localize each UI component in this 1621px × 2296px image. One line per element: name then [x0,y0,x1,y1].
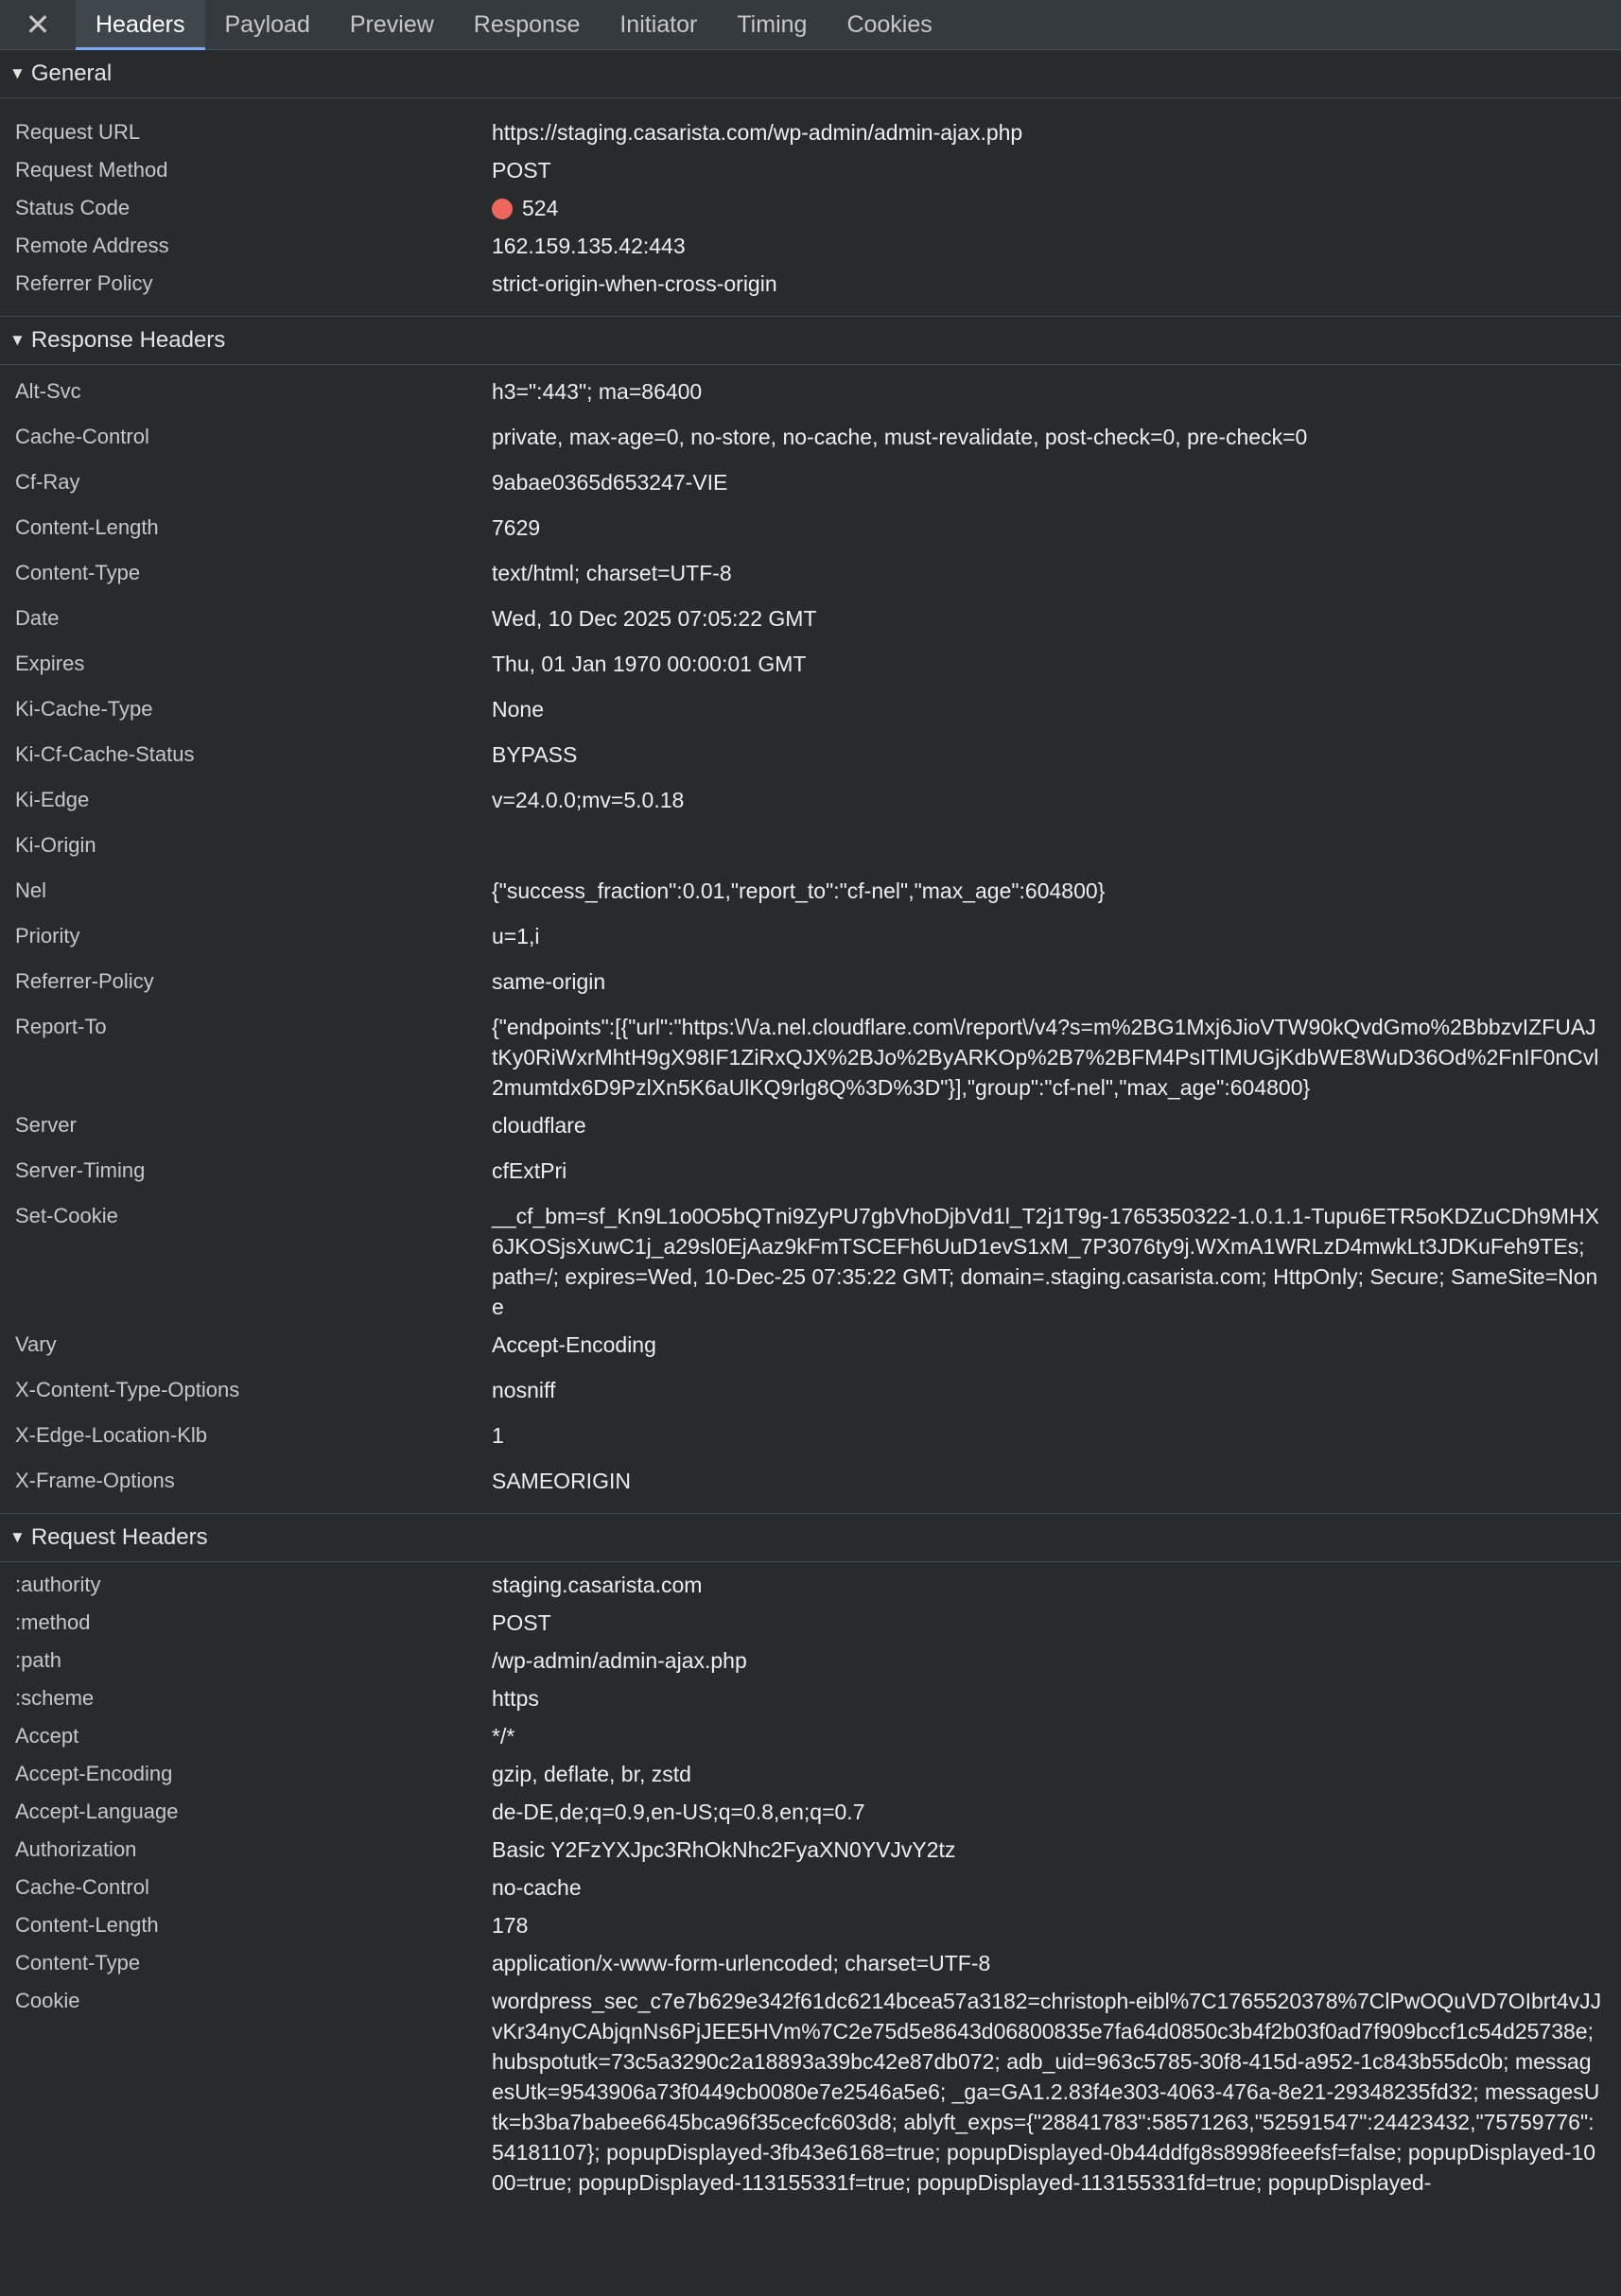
response-headers-section [0,365,1621,1514]
header-row [0,641,1621,687]
header-row [0,189,1621,227]
header-row [0,959,1621,1004]
header-key: Server-Timing [15,1158,146,1182]
header-value[interactable]: __cf_bm=sf_Kn9L1o0O5bQTni9ZyPU7gbVhoDjbVd1l_T2j1T9g-1765350322-1.0.1.1-Tupu6ETR5oKDZuCDh9MHX6JKOSjsXuwC1j_a29sl0EjAaz9kFmTSCEFh6UuD1evS1xM_7P3076ty9j.WXmA1WRLzD4mwkLt3JDKuFeh9TEs; path=/; expires=Wed, 10-Dec-25 07:35:22 GMT; domain=.staging.casarista.com; HttpOnly; Secure; SameSite=None [492,1204,1599,1319]
header-row [0,1906,1621,1944]
header-value[interactable]: https://staging.casarista.com/wp-admin/admin-ajax.php [492,120,1023,145]
section-header-request[interactable] [0,1514,1621,1562]
header-value[interactable]: https [492,1686,539,1711]
header-row [0,113,1621,151]
header-value[interactable]: */* [492,1724,515,1748]
tab-payload[interactable]: Payload [224,10,310,38]
header-row [0,596,1621,641]
header-value[interactable]: POST [492,1610,551,1635]
header-row [0,1642,1621,1679]
header-value[interactable]: staging.casarista.com [492,1573,703,1597]
header-key: Cache-Control [15,1875,149,1899]
header-row [0,369,1621,414]
header-key: Request Method [15,158,168,182]
header-key: Cookie [15,1989,80,2012]
header-key: Expires [15,652,85,675]
header-row [0,1322,1621,1367]
header-key: :authority [15,1573,101,1596]
header-key: Accept-Encoding [15,1762,173,1785]
header-row [0,1679,1621,1717]
tab-cookies[interactable]: Cookies [846,10,933,38]
header-key: Referrer-Policy [15,969,154,993]
header-row [0,1944,1621,1982]
header-row [0,1982,1621,2198]
header-key: Date [15,606,60,630]
header-row [0,414,1621,460]
header-row [0,1004,1621,1103]
general-section [0,98,1621,317]
status-error-icon [492,199,513,219]
close-icon[interactable]: ✕ [25,8,51,42]
header-row [0,1103,1621,1148]
header-row [0,1604,1621,1642]
header-row [0,732,1621,777]
header-value[interactable]: same-origin [492,969,606,994]
header-key: Cf-Ray [15,470,80,494]
header-key: Content-Type [15,561,141,584]
collapse-triangle-icon: ▼ [9,64,26,82]
header-value[interactable]: Thu, 01 Jan 1970 00:00:01 GMT [492,652,807,676]
devtools-tabbar [0,0,1621,50]
header-value[interactable]: BYPASS [492,742,578,767]
header-key: :path [15,1648,61,1672]
header-row [0,687,1621,732]
header-row [0,151,1621,189]
header-row [0,1367,1621,1413]
header-key: Set-Cookie [15,1204,118,1227]
section-title: Request Headers [30,1524,208,1550]
header-key: Server [15,1113,77,1137]
tab-response[interactable]: Response [473,10,581,38]
header-value[interactable]: None [492,697,544,722]
header-key: Ki-Cache-Type [15,697,153,721]
tab-timing[interactable]: Timing [737,10,808,38]
header-row [0,823,1621,868]
header-value[interactable]: application/x-www-form-urlencoded; charset=UTF-8 [492,1951,991,1975]
header-value[interactable] [492,823,1621,830]
header-row [0,1566,1621,1604]
header-key: Request URL [15,120,141,144]
header-key: Content-Length [15,515,159,539]
header-value[interactable]: strict-origin-when-cross-origin [492,271,777,296]
collapse-triangle-icon: ▼ [9,1528,26,1546]
section-header-general[interactable] [0,50,1621,98]
header-row [0,1793,1621,1831]
header-value[interactable]: Wed, 10 Dec 2025 07:05:22 GMT [492,606,817,631]
header-value[interactable]: h3=":443"; ma=86400 [492,379,703,404]
header-key: Content-Type [15,1951,141,1974]
header-row [0,1413,1621,1458]
header-row [0,1831,1621,1869]
header-value[interactable]: SAMEORIGIN [492,1469,631,1493]
header-row [0,1148,1621,1193]
header-value[interactable]: 7629 [492,515,541,540]
header-value[interactable]: POST [492,158,551,183]
header-row [0,868,1621,913]
header-row [0,550,1621,596]
header-key: Remote Address [15,234,169,257]
header-key: Status Code [15,196,131,219]
header-value[interactable]: Basic Y2FzYXJpc3RhOkNhc2FyaXN0YVJvY2tz [492,1837,956,1862]
header-key: :scheme [15,1686,95,1710]
tab-initiator[interactable]: Initiator [619,10,698,38]
header-key: Referrer Policy [15,271,153,295]
section-header-response[interactable] [0,317,1621,365]
status-code-value: 524 [522,196,559,220]
header-key: Priority [15,924,80,948]
header-row [0,1869,1621,1906]
header-key: Accept [15,1724,79,1748]
request-headers-section [0,1562,1621,2205]
section-title: Response Headers [30,327,226,353]
header-key: Report-To [15,1015,107,1038]
header-key: X-Edge-Location-Klb [15,1423,208,1447]
header-key: Cache-Control [15,425,149,448]
header-value[interactable] [492,189,1621,223]
header-value[interactable]: cfExtPri [492,1158,567,1183]
section-title: General [30,61,113,86]
header-value[interactable]: no-cache [492,1875,582,1900]
header-value[interactable]: cloudflare [492,1113,586,1138]
header-value[interactable]: /wp-admin/admin-ajax.php [492,1648,747,1673]
header-row [0,1193,1621,1322]
header-value[interactable]: 162.159.135.42:443 [492,234,686,258]
header-key: Accept-Language [15,1800,179,1823]
header-value[interactable]: private, max-age=0, no-store, no-cache, must-revalidate, post-check=0, pre-check=0 [492,425,1308,449]
header-key: :method [15,1610,91,1634]
header-key: Alt-Svc [15,379,81,403]
tab-headers[interactable]: Headers [76,0,205,49]
header-row [0,227,1621,265]
header-key: Authorization [15,1837,137,1861]
header-key: Ki-Origin [15,833,96,857]
header-value[interactable]: de-DE,de;q=0.9,en-US;q=0.8,en;q=0.7 [492,1800,865,1824]
header-value[interactable]: 1 [492,1423,504,1448]
header-row [0,505,1621,550]
header-row [0,777,1621,823]
header-value[interactable]: v=24.0.0;mv=5.0.18 [492,788,685,812]
header-row [0,265,1621,303]
header-key: Content-Length [15,1913,159,1937]
header-value[interactable]: nosniff [492,1378,556,1402]
header-value[interactable]: 9abae0365d653247-VIE [492,470,728,495]
header-key: Nel [15,878,47,902]
header-key: Ki-Edge [15,788,90,811]
header-value[interactable]: wordpress_sec_c7e7b629e342f61dc6214bcea57a3182=christoph-eibl%7C1765520378%7ClPwOQuVD7OIbrt4vJJvKr34nyCAbjqnNs6PjJEE5HVm%7C2e75d5e8643d06800835e7fa64d0850c3b4f2b03f0ad7f909bccf1c54d25738e; hubspotutk=73c5a3290c2a18893a39bc42e87db072; adb_uid=963c5785-30f8-415d-a952-1c843b55dc0b; messagesUtk=9543906a73f0449cb0080e7e2546a5e6; _ga=GA1.2.83f4e303-4063-476a-8e21-29348235fd32; messagesUtk=b3ba7babee6645bca96f35cecfc603d8; ablyft_exps={"28841783":58571263,"52591547":24423432,"75759776":54181107}; popupDisplayed-3fb43e6168=true; popupDisplayed-0b44ddfg8s8998feeefsf=false; popupDisplayed-1000=true; popupDisplayed-113155331f=true; popupDisplayed-113155331fd=true; popupDisplayed- [492,1989,1602,2195]
header-row [0,1717,1621,1755]
header-key: Ki-Cf-Cache-Status [15,742,195,766]
header-value[interactable]: Accept-Encoding [492,1332,656,1357]
header-value[interactable]: gzip, deflate, br, zstd [492,1762,691,1786]
collapse-triangle-icon: ▼ [9,331,26,349]
header-value[interactable]: {"endpoints":[{"url":"https:\/\/a.nel.cloudflare.com\/report\/v4?s=m%2BG1Mxj6JioVTW90kQvdGmo%2BbbzvIZFUAJtKy0RiWxrMhtH9gX98IF1ZiRxQJX%2BJo%2ByARKOp%2B7%2BFM4PsITlMUGjKdbWE8WuD36Od%2FnIF0nCvl2mumtdx6D9PzlXn5K6aUlKQ9rlg8Q%3D%3D"}],"group":"cf-nel","max_age":604800} [492,1015,1599,1100]
header-value[interactable]: {"success_fraction":0.01,"report_to":"cf-nel","max_age":604800} [492,878,1106,903]
header-value[interactable]: text/html; charset=UTF-8 [492,561,732,585]
header-row [0,1755,1621,1793]
header-key: X-Frame-Options [15,1469,175,1492]
header-row [0,913,1621,959]
header-value[interactable]: u=1,i [492,924,540,948]
header-row [0,460,1621,505]
header-value[interactable]: 178 [492,1913,529,1938]
tab-preview[interactable]: Preview [349,10,434,38]
header-row [0,1458,1621,1504]
header-key: Vary [15,1332,57,1356]
header-key: X-Content-Type-Options [15,1378,240,1401]
